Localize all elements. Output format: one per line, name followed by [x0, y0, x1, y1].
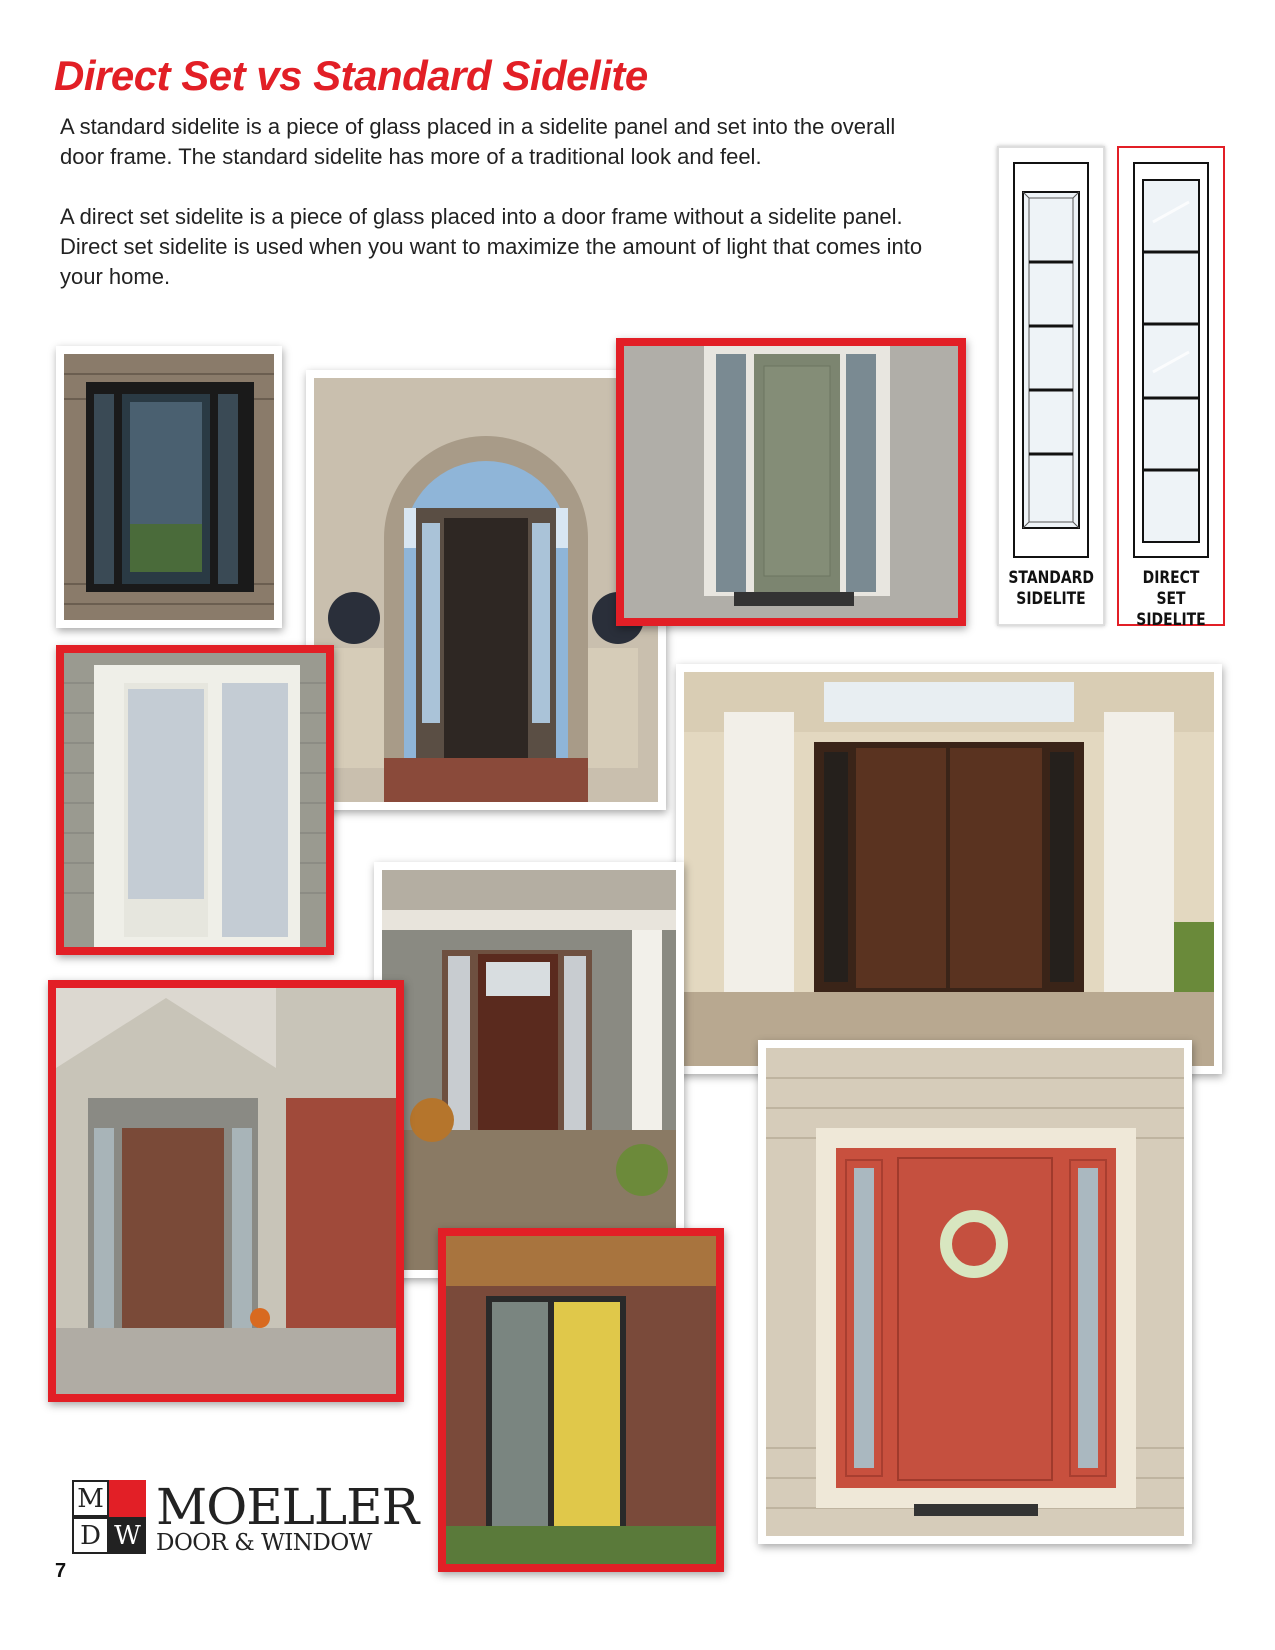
- moeller-logo: [72, 1478, 419, 1560]
- standard-sidelite-diagram: [997, 146, 1105, 626]
- standard-sidelite-description: A standard sidelite is a piece of glass placed in a sidelite panel and set into the overall door frame. The standard sidelite has more of a traditional look and feel.: [60, 114, 896, 169]
- direct-set-sidelite-label: DIRECT SET SIDELITE: [1136, 568, 1206, 630]
- logo-subtitle: DOOR & WINDOW: [156, 1530, 372, 1556]
- green-door-image: [624, 346, 958, 618]
- brick-entry-image: [56, 988, 396, 1394]
- logo-brand-name: MOELLER: [156, 1478, 419, 1536]
- direct-set-sidelite-description: A direct set sidelite is a piece of glass placed into a door frame without a sidelite panel. Direct set sidelite is used when you want to maximize the amount of light that comes into your home.: [60, 204, 923, 289]
- direct-set-sidelite-diagram: [1117, 146, 1225, 630]
- logo-red-square: [109, 1480, 146, 1517]
- standard-sidelite-drawing: [1013, 162, 1089, 558]
- yellow-door-image: [446, 1236, 716, 1564]
- page-number: 7: [55, 1560, 67, 1582]
- photo-brick-entry: [48, 980, 404, 1402]
- page-title: Direct Set vs Standard Sidelite: [54, 52, 648, 99]
- photo-arched-entry: [306, 370, 666, 810]
- photo-yellow-door: [438, 1228, 724, 1572]
- standard-sidelite-label: STANDARD SIDELITE: [1008, 568, 1094, 609]
- photo-green-door: [616, 338, 966, 626]
- white-door-image: [64, 653, 326, 947]
- photo-red-door: [758, 1040, 1192, 1544]
- direct-set-sidelite-drawing: [1133, 162, 1209, 558]
- craftsman-porch-image: [382, 870, 676, 1270]
- red-door-image: [766, 1048, 1184, 1536]
- photo-double-doors: [676, 664, 1222, 1074]
- logo-letter-w: W: [109, 1517, 146, 1554]
- arched-entry-image: [314, 378, 658, 802]
- logo-letter-d: D: [72, 1517, 109, 1554]
- photo-craftsman-porch: [374, 862, 684, 1278]
- photo-black-door-stone: [56, 346, 282, 628]
- double-doors-image: [684, 672, 1214, 1066]
- photo-white-door: [56, 645, 334, 955]
- logo-letter-m: M: [72, 1480, 109, 1517]
- black-door-stone-image: [64, 354, 274, 620]
